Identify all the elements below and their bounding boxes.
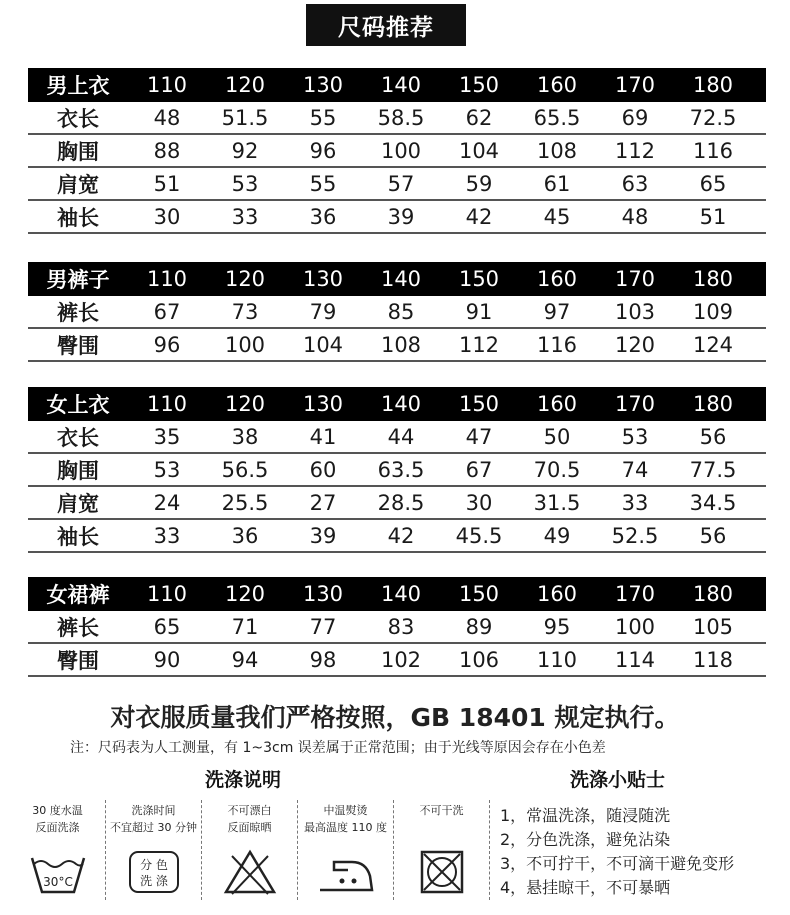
table-cell: 102 (380, 647, 422, 672)
care-line: 中温熨烫 (323, 804, 368, 817)
size-header: 140 (380, 267, 422, 291)
table-cell: 41 (309, 424, 337, 449)
table-cell: 96 (153, 332, 181, 357)
care-item (10, 800, 106, 900)
size-header: 120 (224, 582, 266, 606)
table-row (28, 520, 766, 553)
table-cell: 36 (231, 523, 259, 548)
size-table-womens-skirt-pants (28, 577, 766, 677)
table-cell: 79 (309, 299, 337, 324)
table-row (28, 421, 766, 454)
size-header: 170 (614, 73, 656, 97)
table-cell: 25.5 (221, 490, 269, 515)
table-cell: 71 (231, 614, 259, 639)
row-label: 胸围 (57, 139, 99, 164)
table-cell: 104 (458, 138, 500, 163)
table-cell: 77.5 (689, 457, 737, 482)
care-item (394, 800, 490, 900)
table-cell: 47 (465, 424, 493, 449)
table-cell: 24 (153, 490, 181, 515)
table-header-label: 女上衣 (46, 393, 110, 417)
row-label: 肩宽 (57, 172, 99, 197)
table-header-label: 女裙裤 (46, 583, 110, 607)
size-header: 130 (302, 392, 344, 416)
size-header: 160 (536, 73, 578, 97)
table-cell: 74 (621, 457, 649, 482)
table-cell: 94 (231, 647, 259, 672)
care-item (202, 800, 298, 900)
quality-statement: 对衣服质量我们严格按照，GB 18401 规定执行。 (110, 703, 680, 732)
table-cell: 100 (614, 614, 656, 639)
size-header: 140 (380, 582, 422, 606)
table-cell: 73 (231, 299, 259, 324)
table-header-row (28, 577, 766, 611)
table-cell: 34.5 (689, 490, 737, 515)
care-line: 最高温度 110 度 (304, 821, 387, 834)
table-cell: 30 (465, 490, 493, 515)
table-header-row (28, 262, 766, 296)
size-header: 150 (458, 73, 500, 97)
table-cell: 45 (543, 204, 571, 229)
table-cell: 89 (465, 614, 493, 639)
table-cell: 108 (536, 138, 578, 163)
table-cell: 100 (224, 332, 266, 357)
table-row (28, 168, 766, 201)
table-row (28, 644, 766, 677)
table-cell: 116 (536, 332, 578, 357)
page-title: 尺码推荐 (306, 4, 466, 46)
size-header: 170 (614, 267, 656, 291)
table-cell: 33 (153, 523, 181, 548)
table-cell: 53 (621, 424, 649, 449)
wash-30-icon (10, 848, 105, 896)
table-cell: 39 (387, 204, 415, 229)
row-label: 衣长 (57, 106, 99, 131)
row-label: 肩宽 (57, 491, 99, 516)
table-cell: 53 (153, 457, 181, 482)
size-header: 160 (536, 392, 578, 416)
table-cell: 57 (387, 171, 415, 196)
table-cell: 77 (309, 614, 337, 639)
separate-wash-text-2: 洗 涤 (139, 874, 168, 888)
size-header: 110 (146, 392, 188, 416)
table-cell: 53 (231, 171, 259, 196)
size-header: 130 (302, 582, 344, 606)
size-header: 180 (692, 582, 734, 606)
row-label: 袖长 (57, 205, 99, 230)
size-header: 170 (614, 582, 656, 606)
table-cell: 35 (153, 424, 181, 449)
table-cell: 42 (387, 523, 415, 548)
row-label: 臀围 (57, 333, 99, 358)
table-cell: 92 (231, 138, 259, 163)
table-cell: 59 (465, 171, 493, 196)
table-cell: 65.5 (533, 105, 581, 130)
table-cell: 70.5 (533, 457, 581, 482)
table-row (28, 454, 766, 487)
table-cell: 85 (387, 299, 415, 324)
size-table-womens-top (28, 387, 766, 553)
size-header: 140 (380, 392, 422, 416)
measurement-note: 注：尺码表为人工测量，有 1~3cm 误差属于正常范围；由于光线等原因会存在小色差 (70, 740, 606, 756)
table-row (28, 611, 766, 644)
size-header: 150 (458, 392, 500, 416)
table-cell: 67 (153, 299, 181, 324)
table-row (28, 135, 766, 168)
size-header: 170 (614, 392, 656, 416)
table-cell: 44 (387, 424, 415, 449)
size-header: 120 (224, 73, 266, 97)
no-bleach-icon (202, 848, 297, 896)
table-cell: 48 (621, 204, 649, 229)
table-cell: 112 (614, 138, 656, 163)
table-cell: 105 (692, 614, 734, 639)
table-cell: 60 (309, 457, 337, 482)
table-header-row (28, 387, 766, 421)
table-cell: 100 (380, 138, 422, 163)
no-tumble-dry-icon (394, 848, 489, 896)
care-line: 反面洗涤 (35, 821, 80, 834)
table-cell: 33 (231, 204, 259, 229)
table-cell: 63 (621, 171, 649, 196)
table-cell: 109 (692, 299, 734, 324)
table-cell: 120 (614, 332, 656, 357)
table-cell: 48 (153, 105, 181, 130)
table-cell: 61 (543, 171, 571, 196)
table-row (28, 201, 766, 234)
washing-tips-list (500, 804, 734, 900)
care-line: 洗涤时间 (131, 804, 176, 817)
wash-temperature-text: 30°C (42, 875, 73, 889)
table-cell: 97 (543, 299, 571, 324)
table-cell: 56.5 (221, 457, 269, 482)
table-cell: 65 (153, 614, 181, 639)
care-line: 不可漂白 (227, 804, 272, 817)
separate-wash-icon (106, 848, 201, 896)
table-cell: 39 (309, 523, 337, 548)
table-cell: 98 (309, 647, 337, 672)
iron-medium-icon (298, 848, 393, 896)
size-header: 160 (536, 267, 578, 291)
size-header: 120 (224, 392, 266, 416)
table-cell: 63.5 (377, 457, 425, 482)
table-cell: 65 (699, 171, 727, 196)
table-row (28, 296, 766, 329)
size-header: 110 (146, 73, 188, 97)
care-line: 反面晾晒 (227, 821, 272, 834)
size-header: 130 (302, 267, 344, 291)
table-cell: 28.5 (377, 490, 425, 515)
size-header: 150 (458, 582, 500, 606)
care-line: 30 度水温 (32, 804, 83, 817)
table-cell: 124 (692, 332, 734, 357)
size-table-mens-pants (28, 262, 766, 362)
table-cell: 31.5 (533, 490, 581, 515)
row-label: 裤长 (57, 615, 99, 640)
size-header: 150 (458, 267, 500, 291)
table-cell: 38 (231, 424, 259, 449)
size-header: 110 (146, 267, 188, 291)
row-label: 臀围 (57, 648, 99, 673)
table-cell: 55 (309, 105, 337, 130)
washing-tips-heading: 洗涤小贴士 (570, 769, 666, 791)
table-cell: 45.5 (455, 523, 503, 548)
separate-wash-text-1: 分 色 (139, 858, 168, 872)
table-cell: 51 (153, 171, 181, 196)
size-header: 180 (692, 267, 734, 291)
row-label: 裤长 (57, 300, 99, 325)
table-cell: 51.5 (221, 105, 269, 130)
table-cell: 72.5 (689, 105, 737, 130)
table-row (28, 102, 766, 135)
row-label: 袖长 (57, 524, 99, 549)
size-header: 120 (224, 267, 266, 291)
tip-item: 3，不可拧干，不可滴干避免变形 (500, 854, 735, 873)
size-header: 140 (380, 73, 422, 97)
table-row (28, 329, 766, 362)
table-cell: 27 (309, 490, 337, 515)
tip-item: 4，悬挂晾干，不可暴晒 (500, 878, 671, 897)
table-cell: 56 (699, 424, 727, 449)
care-item (298, 800, 394, 900)
table-cell: 96 (309, 138, 337, 163)
table-cell: 55 (309, 171, 337, 196)
table-cell: 58.5 (377, 105, 425, 130)
table-cell: 36 (309, 204, 337, 229)
table-cell: 91 (465, 299, 493, 324)
tip-item: 1，常温洗涤，随浸随洗 (500, 806, 671, 825)
table-cell: 33 (621, 490, 649, 515)
table-cell: 116 (692, 138, 734, 163)
care-item (106, 800, 202, 900)
table-cell: 112 (458, 332, 500, 357)
size-header: 180 (692, 73, 734, 97)
table-cell: 30 (153, 204, 181, 229)
table-cell: 51 (699, 204, 727, 229)
size-header: 180 (692, 392, 734, 416)
table-cell: 106 (458, 647, 500, 672)
size-header: 130 (302, 73, 344, 97)
table-cell: 88 (153, 138, 181, 163)
care-line: 不宜超过 30 分钟 (110, 821, 197, 834)
table-cell: 118 (692, 647, 734, 672)
size-header: 160 (536, 582, 578, 606)
care-line: 不可干洗 (419, 804, 464, 817)
table-cell: 83 (387, 614, 415, 639)
table-cell: 103 (614, 299, 656, 324)
size-table-mens-top (28, 68, 766, 234)
table-cell: 52.5 (611, 523, 659, 548)
table-cell: 56 (699, 523, 727, 548)
table-cell: 95 (543, 614, 571, 639)
table-cell: 62 (465, 105, 493, 130)
table-header-label: 男上衣 (46, 74, 110, 98)
table-cell: 67 (465, 457, 493, 482)
table-header-row (28, 68, 766, 102)
table-cell: 110 (536, 647, 578, 672)
table-cell: 50 (543, 424, 571, 449)
row-label: 衣长 (57, 425, 99, 450)
table-cell: 90 (153, 647, 181, 672)
tip-item: 2，分色洗涤，避免沾染 (500, 830, 671, 849)
table-header-label: 男裤子 (46, 268, 110, 292)
table-cell: 69 (621, 105, 649, 130)
table-cell: 114 (614, 647, 656, 672)
size-header: 110 (146, 582, 188, 606)
row-label: 胸围 (57, 458, 99, 483)
washing-instructions-heading: 洗涤说明 (205, 769, 282, 791)
table-cell: 108 (380, 332, 422, 357)
table-cell: 49 (543, 523, 571, 548)
table-cell: 104 (302, 332, 344, 357)
table-cell: 42 (465, 204, 493, 229)
table-row (28, 487, 766, 520)
